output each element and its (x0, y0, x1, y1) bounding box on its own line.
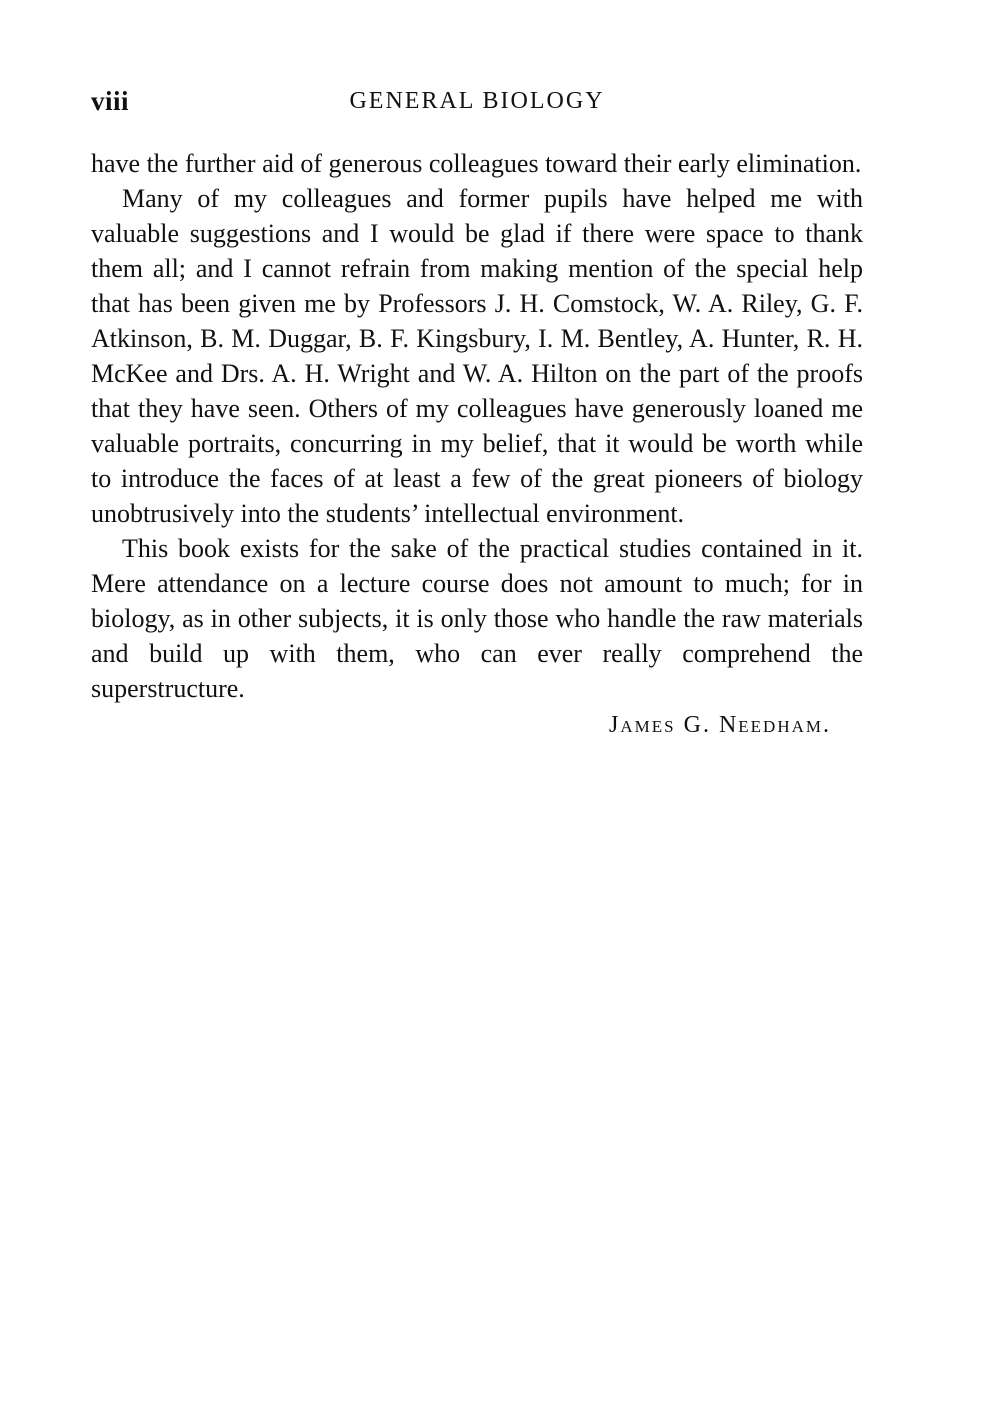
author-signature: James G. Needham. (609, 712, 831, 738)
paragraph-acknowledgements: Many of my colleagues and former pupils have helped me with valuable suggestions and I would be glad if there were space to thank them all; and I cannot refrain from making mention of the special help that has been given me by Professors J. H. Comstock, W. A. Riley, G. F. Atkinson, B. M. Duggar, B. F. Kingsbury, I. M. Bentley, A. Hunter, R. H. McKee and Drs. A. H. Wright and W. A. Hilton on the part of the proofs that they have seen. Others of my colleagues have generously loaned me valuable portraits, concurring in my belief, that it would be worth while to introduce the faces of at least a few of the great pioneers of biology unobtrusively into the students’ intellectual environment. (91, 184, 863, 528)
paragraph-purpose: This book exists for the sake of the practical studies contained in it. Mere attendance on a lecture course does not amount to much; for in biology, as in other subjects, it is only those who handle the raw materials and build up with them, who can ever really comprehend the superstructure. (91, 534, 863, 703)
body-text (91, 146, 863, 744)
running-head: GENERAL BIOLOGY (349, 88, 605, 114)
page-header (91, 86, 863, 122)
page-number: viii (91, 86, 130, 116)
paragraph-continued: have the further aid of generous colleagues toward their early elimination. (91, 149, 862, 178)
